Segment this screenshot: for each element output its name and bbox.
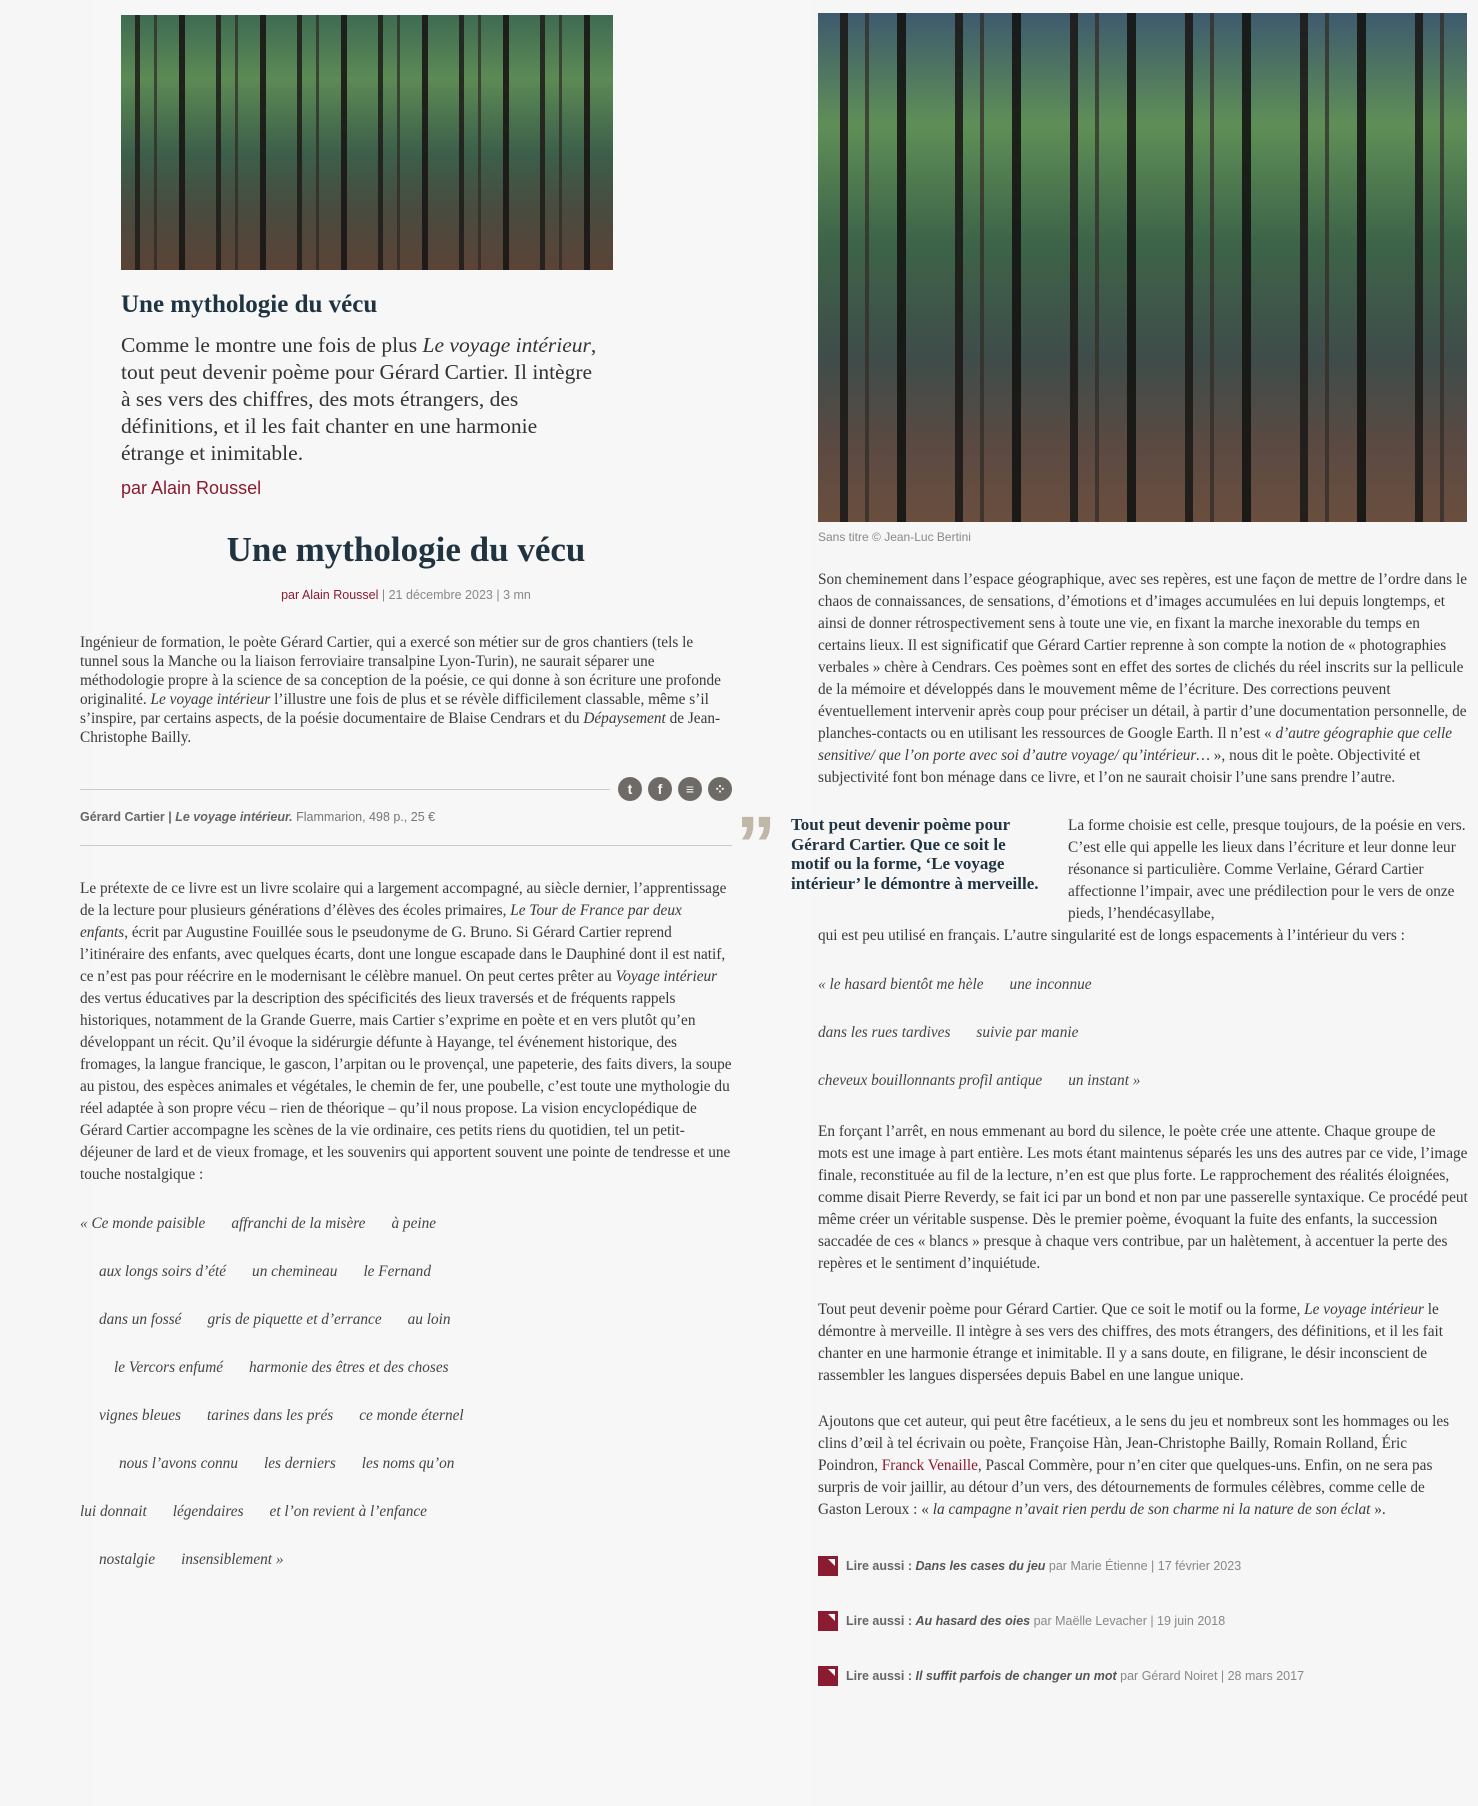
poem-line bbox=[818, 975, 1468, 995]
poem-line bbox=[80, 1502, 732, 1522]
italic-title: Voyage intérieur bbox=[615, 968, 718, 985]
quote-mark-icon: ” bbox=[736, 815, 776, 875]
text-run: , Pascal Commère, pour n’en citer que quelques-uns. Enfin, on ne sera pas surpris de voir jaillir, au détour d’un vers, des détournements de formules célèbres, comme celle de Gaston Leroux : « bbox=[818, 1457, 1433, 1518]
read-also-icon bbox=[818, 1666, 838, 1686]
teaser-byline[interactable]: par Alain Roussel bbox=[121, 478, 262, 498]
meta-separator: | bbox=[381, 588, 386, 602]
related-text bbox=[846, 1668, 1304, 1684]
poem-fragment: harmonie des êtres et des choses bbox=[249, 1359, 449, 1376]
pull-quote-block bbox=[736, 815, 1468, 925]
poem-fragment: un instant » bbox=[1068, 1072, 1141, 1089]
poem-fragment: nous l’avons connu bbox=[119, 1455, 238, 1472]
read-also-label: Lire aussi : bbox=[846, 1559, 912, 1573]
italic-title: d’autre géographie que celle sensitive/ que l’on porte avec soi d’autre voyage/ qu’intérieur… bbox=[818, 725, 1453, 764]
poem-fragment: lui donnait bbox=[80, 1503, 147, 1520]
poem-fragment: le Vercors enfumé bbox=[114, 1359, 224, 1376]
related-articles bbox=[818, 1556, 1468, 1696]
book-reference bbox=[80, 809, 732, 825]
related-article-link[interactable] bbox=[818, 1666, 1468, 1686]
twitter-icon[interactable]: t bbox=[618, 777, 642, 801]
poem-line bbox=[80, 1214, 732, 1234]
poem-fragment: « le hasard bientôt me hèle bbox=[818, 976, 984, 993]
poem-fragment: au loin bbox=[407, 1311, 451, 1328]
related-byline: par Gérard Noiret | 28 mars 2017 bbox=[1120, 1669, 1305, 1683]
poem-fragment: affranchi de la misère bbox=[231, 1215, 366, 1232]
poem-fragment: dans un fossé bbox=[99, 1311, 182, 1328]
article-meta bbox=[80, 587, 732, 603]
forest-photo bbox=[818, 13, 1467, 522]
right-column bbox=[736, 0, 1468, 1696]
text-run: qui est peu utilisé en français. L’autre singularité est de longs espacements à l’intérieur du vers : bbox=[818, 927, 1405, 944]
poem-fragment: vignes bleues bbox=[99, 1407, 181, 1424]
poem-fragment: dans les rues tardives bbox=[818, 1024, 951, 1041]
related-byline: par Marie Étienne | 17 février 2023 bbox=[1048, 1559, 1242, 1573]
body-paragraph-3-continued bbox=[818, 925, 1468, 947]
poem-fragment: les derniers bbox=[263, 1455, 336, 1472]
text-run: Comme le montre une fois de plus bbox=[121, 333, 423, 357]
pull-quote: Tout peut devenir poème pour Gérard Cartier. Que ce soit le motif ou la forme, ‘Le voyage intérieur’ le démontre à merveille. bbox=[791, 815, 1039, 893]
share-bar bbox=[618, 777, 732, 801]
poem-fragment: suivie par manie bbox=[976, 1024, 1079, 1041]
text-run: Le prétexte de ce livre est un livre scolaire qui a largement accompagné, au siècle dernier, l’apprentissage de la lecture pour plusieurs générations d’élèves des écoles primaires, bbox=[80, 880, 727, 919]
poem-excerpt-2 bbox=[818, 975, 1468, 1091]
poem-line bbox=[818, 1071, 1468, 1091]
body-paragraph-3 bbox=[1068, 815, 1468, 925]
text-run: , tout peut devenir poème pour Gérard Cartier. Il intègre à ses vers des chiffres, des mots étrangers, des définitions, et il les fait chanter en une harmonie étrange et inimitable. bbox=[121, 333, 597, 465]
poem-fragment: tarines dans les prés bbox=[206, 1407, 334, 1424]
text-run: Ingénieur de formation, le poète Gérard Cartier, qui a exercé son métier sur de gros chantiers (tels le tunnel sous la Manche ou la liaison ferroviaire transalpine Lyon-Turin), ne saurait séparer une méthodologie propre à la science de sa conception de la poésie, ce qui donne à son écriture une profonde originalité. bbox=[80, 634, 721, 708]
article-author-link[interactable]: par Alain Roussel bbox=[281, 588, 379, 602]
poem-fragment: aux longs soirs d’été bbox=[99, 1263, 227, 1280]
poem-fragment: gris de piquette et d’errance bbox=[207, 1311, 382, 1328]
body-paragraph-2 bbox=[818, 569, 1468, 789]
text-run: », nous dit le poète. Objectivité et subjectivité font bon ménage dans ce livre, et l’on ne saurait choisir l’une sans prendre l’autre. bbox=[818, 747, 1421, 786]
poem-fragment: et l’on revient à l’enfance bbox=[269, 1503, 427, 1520]
read-also-label: Lire aussi : bbox=[846, 1669, 912, 1683]
body-paragraph-6 bbox=[818, 1411, 1468, 1521]
poem-line bbox=[114, 1358, 732, 1378]
poem-fragment: nostalgie bbox=[99, 1551, 156, 1568]
facebook-icon[interactable]: f bbox=[648, 777, 672, 801]
related-title[interactable]: Dans les cases du jeu bbox=[915, 1559, 1046, 1573]
body-paragraph-1 bbox=[80, 878, 732, 1186]
italic-title: Le voyage intérieur bbox=[422, 333, 591, 357]
text-run: ». bbox=[1370, 1501, 1386, 1518]
share-row bbox=[80, 777, 732, 801]
author-link[interactable]: Franck Venaille bbox=[881, 1457, 978, 1474]
italic-title: la campagne n’avait rien perdu de son charme ni la nature de son éclat bbox=[932, 1501, 1371, 1518]
poem-fragment: cheveux bouillonnants profil antique bbox=[818, 1072, 1043, 1089]
text-run: le démontre à merveille. Il intègre à ses vers des chiffres, des mots étrangers, des définitions, et il les fait chanter en une harmonie étrange et inimitable. Il y a sans doute, en filigrane, le désir inconscient de rassembler les langues dispersées depuis Babel en une langue unique. bbox=[818, 1301, 1443, 1384]
related-article-link[interactable] bbox=[818, 1611, 1468, 1631]
poem-fragment: le Fernand bbox=[363, 1263, 431, 1280]
meta-separator: | bbox=[496, 588, 500, 602]
text-run: , écrit par Augustine Fouillée sous le pseudonyme de G. Bruno. Si Gérard Cartier reprend l’itinéraire des enfants, avec quelques écarts, dont une longue escapade dans le Dauphiné dont il est natif, ce n’est pas pour réécrire en le modernisant le célèbre manuel. On peut certes prêter au bbox=[80, 924, 726, 985]
teaser-heading[interactable]: Une mythologie du vécu bbox=[121, 291, 378, 318]
body-paragraph-4 bbox=[818, 1121, 1468, 1275]
poem-fragment: les noms qu’on bbox=[361, 1455, 455, 1472]
teaser-lede bbox=[121, 332, 601, 467]
poem-fragment: une inconnue bbox=[1009, 976, 1092, 993]
related-byline: par Maëlle Levacher | 19 juin 2018 bbox=[1033, 1614, 1226, 1628]
divider bbox=[80, 789, 610, 790]
text-run: La forme choisie est celle, presque toujours, de la poésie en vers. C’est elle qui appelle les lieux dans l’écriture et leur donne leur résonance si particulière. Comme Verlaine, Gérard Cartier affectionne l’impair, avec une prédilection pour le vers de onze pieds, l’hendécasyllabe, bbox=[1068, 817, 1466, 922]
poem-line bbox=[119, 1454, 732, 1474]
left-column bbox=[80, 0, 732, 1570]
text-run: Tout peut devenir poème pour Gérard Cartier. Que ce soit le motif ou la forme, bbox=[818, 1301, 1305, 1318]
italic-title: Dépaysement bbox=[583, 710, 666, 727]
photo-caption: Sans titre © Jean-Luc Bertini bbox=[818, 530, 971, 544]
text-run: des vertus éducatives par la description des spécificités des lieux traversés et de fréquents rappels historiques, notamment de la Grande Guerre, mais Cartier s’exprime en poète et en vers plutôt qu’en développant un récit. Qu’il évoque la sidérurgie défunte à Hayange, tel événement historique, des fromages, la langue francique, le gascon, l’arpitan ou le provençal, une papeterie, des faits divers, la soupe au pistou, des espèces animales et végétales, le chemin de fer, une poubelle, c’est toute une mythologie du réel adaptée à son propre vécu – rien de théorique – qu’il nous propose. La vision encyclopédique de Gérard Cartier accompagne les scènes de la vie ordinaire, ces petits riens du quotidien, tel un petit-déjeuner de lard et de vieux fromage, et les souvenirs qui apportent souvent une pointe de tendresse et une touche nostalgique : bbox=[80, 990, 732, 1183]
related-title[interactable]: Il suffit parfois de changer un mot bbox=[915, 1669, 1117, 1683]
article-read-time: 3 mn bbox=[503, 588, 531, 602]
related-article-link[interactable] bbox=[818, 1556, 1468, 1576]
poem-excerpt-1 bbox=[80, 1214, 732, 1570]
text-run: de Jean-Christophe Bailly. bbox=[80, 710, 721, 746]
read-also-label: Lire aussi : bbox=[846, 1614, 912, 1628]
intro-paragraph bbox=[80, 633, 732, 747]
text-run: En forçant l’arrêt, en nous emmenant au bord du silence, le poète crée une attente. Chaque groupe de mots est une image à part entière. Les mots étant maintenus séparés les uns des autres par ce vide, l’image finale, reconstituée au fil de la lecture, n’en est que plus forte. Le rapprochement des réalités éloignées, comme disait Pierre Reverdy, se fait ici par un bond et non par une passerelle syntaxique. Ce procédé peut même créer un véritable suspense. Dès le premier poème, évoquant la fuite des enfants, la succession saccadée de ces « blancs » presque à chaque vers contribue, par un halètement, à accentuer la perte des repères et le sentiment d’inquiétude. bbox=[818, 1123, 1468, 1272]
share-icon[interactable]: ⁘ bbox=[708, 777, 732, 801]
italic-title: Le voyage intérieur bbox=[150, 691, 271, 708]
italic-title: Le Tour de France par deux enfants bbox=[80, 902, 682, 941]
book-details: Flammarion, 498 p., 25 € bbox=[296, 810, 436, 824]
related-text bbox=[846, 1613, 1225, 1629]
book-title: Le voyage intérieur. bbox=[175, 810, 293, 824]
print-icon[interactable]: ≡ bbox=[678, 777, 702, 801]
body-paragraph-5 bbox=[818, 1299, 1468, 1387]
text-run: l’illustre une fois de plus et se révèle difficilement classable, même s’il s’inspire, par certains aspects, de la poésie documentaire de Blaise Cendrars et du bbox=[80, 691, 709, 727]
article-title: Une mythologie du vécu bbox=[226, 530, 586, 569]
related-text bbox=[846, 1558, 1241, 1574]
poem-line bbox=[99, 1406, 732, 1426]
read-also-icon bbox=[818, 1611, 838, 1631]
poem-line bbox=[99, 1310, 732, 1330]
read-also-icon bbox=[818, 1556, 838, 1576]
poem-line bbox=[99, 1550, 732, 1570]
poem-fragment: légendaires bbox=[172, 1503, 244, 1520]
teaser-forest-image[interactable] bbox=[121, 15, 613, 270]
poem-line bbox=[99, 1262, 732, 1282]
poem-fragment: insensiblement » bbox=[181, 1551, 284, 1568]
book-author: Gérard Cartier | bbox=[80, 810, 172, 824]
poem-fragment: ce monde éternel bbox=[359, 1407, 464, 1424]
poem-line bbox=[818, 1023, 1468, 1043]
poem-fragment: un chemineau bbox=[252, 1263, 338, 1280]
poem-fragment: à peine bbox=[391, 1215, 437, 1232]
related-title[interactable]: Au hasard des oies bbox=[915, 1614, 1031, 1628]
poem-fragment: « Ce monde paisible bbox=[80, 1215, 206, 1232]
text-run: Ajoutons que cet auteur, qui peut être facétieux, a le sens du jeu et nombreux sont les hommages ou les clins d’œil à tel écrivain ou poète, Françoise Hàn, Jean-Christophe Bailly, Romain Rolland, Éric Poindron, bbox=[818, 1413, 1450, 1474]
italic-title: Le voyage intérieur bbox=[1304, 1301, 1424, 1318]
text-run: Son cheminement dans l’espace géographique, avec ses repères, est une façon de mettre de l’ordre dans le chaos de connaissances, de sensations, d’émotions et d’images accumulées en lui depuis longtemps, et ainsi de donner rétrospectivement sens à toute une vie, en fixant la marche inexorable du temps en certains lieux. Il est significatif que Gérard Cartier reprenne à son compte la notion de « photographies verbales » chère à Cendrars. Ces poèmes sont en effet des sortes de clichés du réel inscrits sur la pellicule de la mémoire et développés dans le mouvement même de l’écriture. Des corrections peuvent éventuellement intervenir après coup pour préciser un détail, à partir d’une documentation personnelle, de planches-contacts ou en utilisant les ressources de Google Earth. Il n’est « bbox=[818, 571, 1467, 742]
article-date: 21 décembre 2023 bbox=[388, 588, 493, 602]
divider bbox=[80, 845, 732, 846]
teaser bbox=[121, 15, 613, 499]
